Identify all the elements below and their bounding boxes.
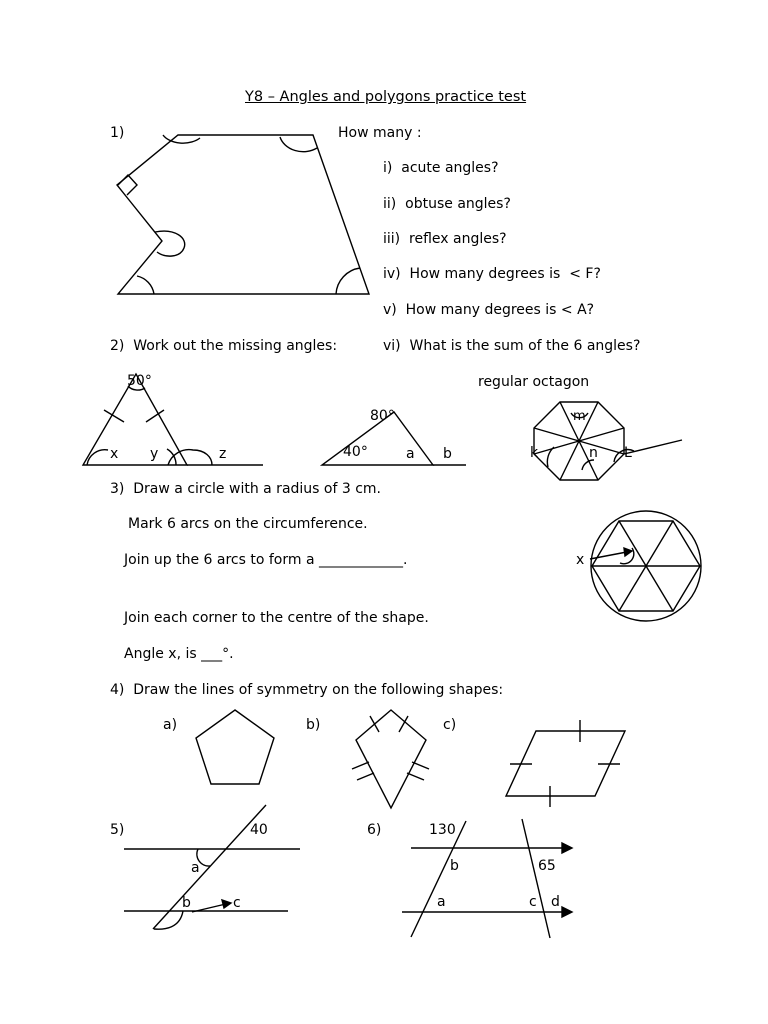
q5-number: 5) bbox=[110, 822, 125, 838]
page-title: Y8 – Angles and polygons practice test bbox=[245, 89, 527, 105]
q5-c: c bbox=[233, 895, 241, 911]
q6-c: c bbox=[529, 894, 537, 910]
q6-d: d bbox=[551, 894, 560, 910]
q2-regular-octagon bbox=[534, 402, 682, 480]
q4-label-b: b) bbox=[306, 717, 321, 733]
q5-b: b bbox=[182, 895, 191, 911]
q2-octagon-k: k bbox=[530, 445, 539, 461]
q3-angle-x-label: x bbox=[576, 552, 585, 568]
q2-heading: 2) Work out the missing angles: bbox=[110, 338, 338, 354]
q1-prompt: How many : bbox=[338, 125, 422, 141]
q4-heading: 4) Draw the lines of symmetry on the following shapes: bbox=[110, 682, 504, 698]
q2-tri1-y: y bbox=[150, 446, 159, 462]
q2-octagon-m: m bbox=[573, 409, 586, 424]
q2-tri2-a: a bbox=[406, 446, 415, 462]
q5-parallel-lines bbox=[124, 805, 300, 929]
q2-tri1-x: x bbox=[110, 446, 119, 462]
q2-tri1-top-angle: 50° bbox=[127, 373, 152, 389]
q2-octagon-L: L bbox=[624, 445, 632, 461]
q2-tri2-b: b bbox=[443, 446, 452, 462]
q1-part-iv: iv) How many degrees is < F? bbox=[383, 266, 601, 282]
q5-a: a bbox=[191, 860, 200, 876]
q3-line-1: 3) Draw a circle with a radius of 3 cm. bbox=[110, 481, 381, 497]
q4-kite bbox=[352, 710, 429, 808]
q1-hexagon bbox=[117, 135, 369, 294]
q6-a: a bbox=[437, 894, 446, 910]
q2-octagon-label: regular octagon bbox=[478, 374, 590, 390]
q3-hexagon-in-circle bbox=[590, 511, 701, 621]
q6-angle-65: 65 bbox=[538, 858, 556, 874]
q1-part-i: i) acute angles? bbox=[383, 160, 499, 176]
q4-label-c: c) bbox=[443, 717, 457, 733]
q6-parallel-lines bbox=[402, 819, 572, 938]
q6-number: 6) bbox=[367, 822, 382, 838]
q2-tri2-left-angle: 40° bbox=[343, 444, 368, 460]
q1-part-iii: iii) reflex angles? bbox=[383, 231, 507, 247]
q3-line-5: Angle x, is ___°. bbox=[124, 646, 234, 662]
q3-line-3: Join up the 6 arcs to form a ____________. bbox=[124, 552, 408, 568]
q6-angle-130: 130 bbox=[429, 822, 456, 838]
q1-number: 1) bbox=[110, 125, 125, 141]
q1-part-vi: vi) What is the sum of the 6 angles? bbox=[383, 338, 641, 354]
q4-pentagon bbox=[196, 710, 274, 784]
q3-line-4: Join each corner to the centre of the shape. bbox=[124, 610, 429, 626]
q2-octagon-n: n bbox=[589, 445, 598, 461]
q1-part-v: v) How many degrees is < A? bbox=[383, 302, 595, 318]
q6-b: b bbox=[450, 858, 459, 874]
q2-tri1-z: z bbox=[219, 446, 227, 462]
q1-part-ii: ii) obtuse angles? bbox=[383, 196, 511, 212]
q4-label-a: a) bbox=[163, 717, 178, 733]
q3-line-2: Mark 6 arcs on the circumference. bbox=[128, 516, 368, 532]
q5-angle-40: 40 bbox=[250, 822, 268, 838]
q4-rhombus bbox=[506, 720, 625, 807]
q2-tri2-top-angle: 80° bbox=[370, 408, 395, 424]
